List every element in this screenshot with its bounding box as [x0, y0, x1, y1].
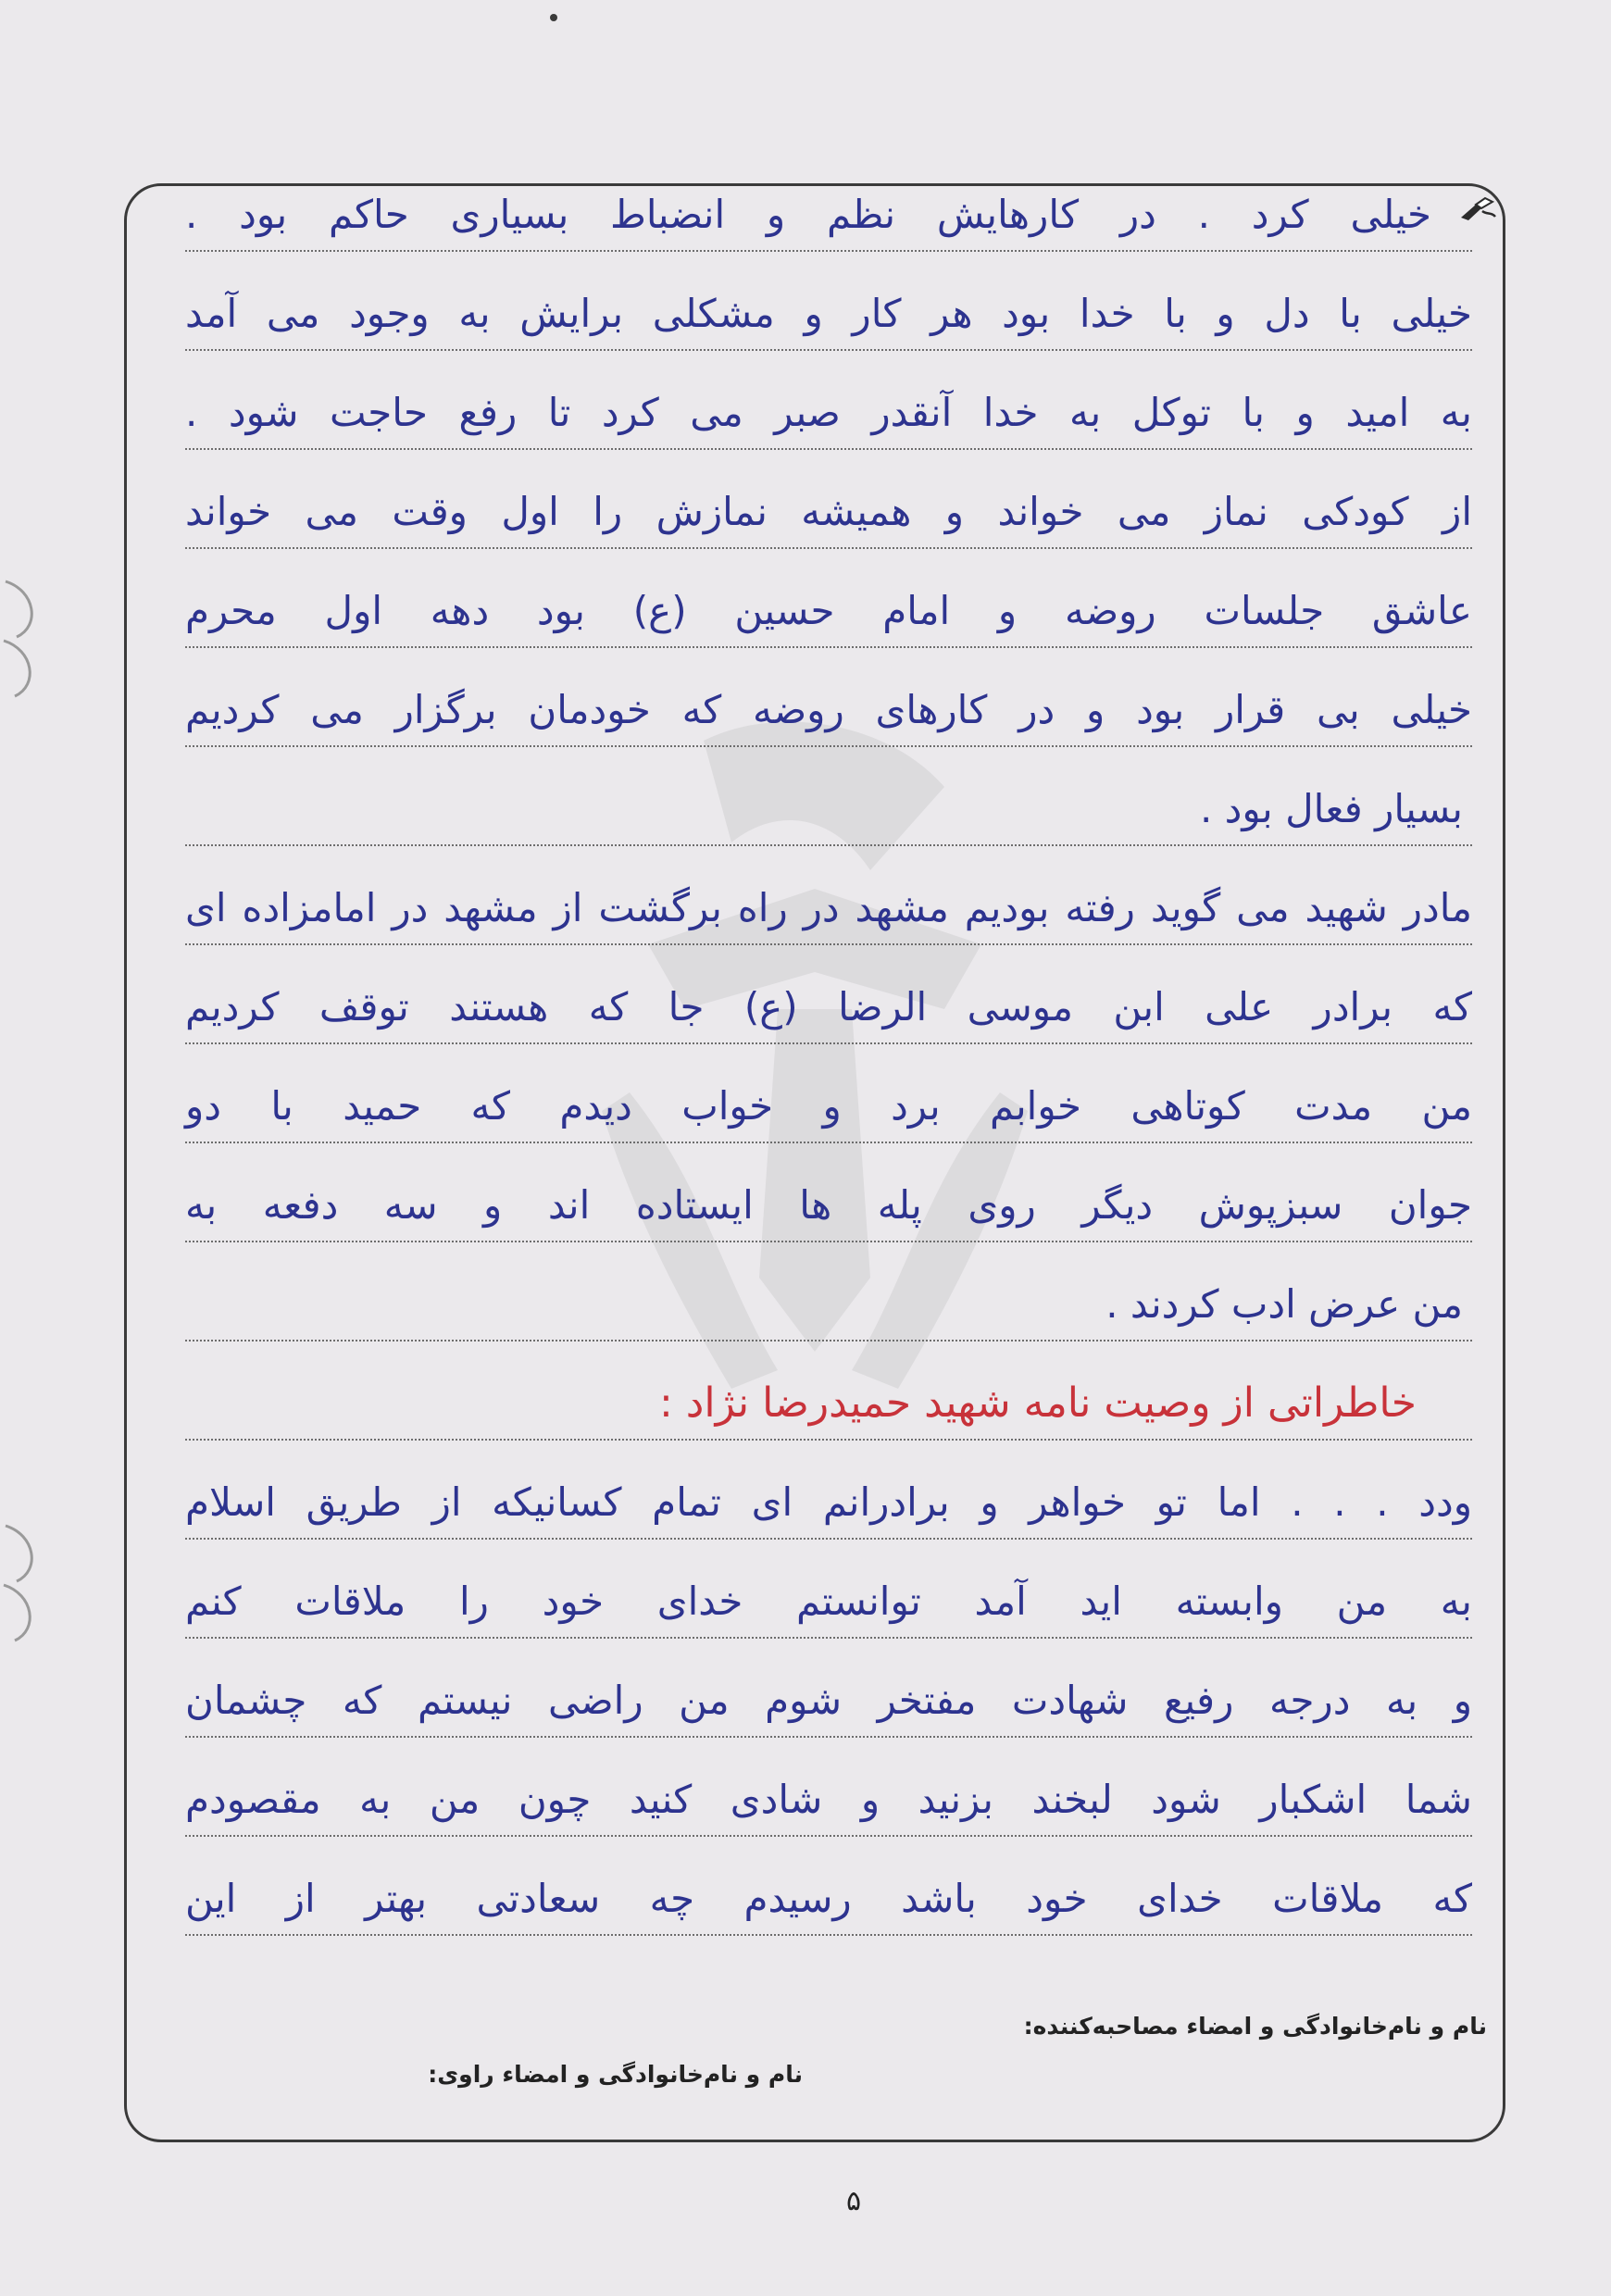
paper-mark [550, 14, 557, 21]
ruled-line [185, 1540, 1472, 1639]
handwritten-text: شما اشکبار شود لبخند بزنید و شادی کنید چون من به مقصودم [185, 1777, 1472, 1822]
ruled-lines [185, 153, 1472, 1936]
handwritten-line [185, 583, 1472, 639]
ruled-line [185, 747, 1472, 846]
handwritten-line [185, 1673, 1472, 1728]
handwritten-text: به من وابسته اید آمد توانستم خدای خود را ملاقات کنم [185, 1578, 1472, 1624]
handwritten-text: که ملاقات خدای خود باشد رسیدم چه سعادتی بهتر از این [185, 1876, 1472, 1921]
handwritten-line [185, 286, 1472, 342]
handwritten-text: من عرض ادب کردند . [1105, 1281, 1463, 1327]
handwritten-text: از کودکی نماز می خواند و همیشه نمازش را اول وقت می خواند [185, 489, 1472, 534]
handwritten-line [185, 1475, 1472, 1530]
ruled-line [185, 549, 1472, 648]
ruled-line [185, 945, 1472, 1044]
handwritten-text: من مدت کوتاهی خوابم برد و خواب دیدم که حمید با دو [185, 1083, 1472, 1129]
ruled-line [185, 1242, 1472, 1341]
handwritten-text: جوان سبزپوش دیگر روی پله ها ایستاده اند و سه دفعه به [185, 1182, 1472, 1228]
handwritten-text: خیلی با دل و با خدا بود هر کار و مشکلی برایش به وجود می آمد [185, 291, 1472, 336]
handwritten-line [185, 880, 1472, 936]
handwritten-line [185, 1574, 1472, 1629]
handwritten-text: خیلی بی قرار بود و در کارهای روضه که خودمان برگزار می کردیم [185, 687, 1472, 732]
handwritten-text: عاشق جلسات روضه و امام حسین (ع) بود دهه اول محرم [185, 588, 1472, 633]
handwritten-line [185, 385, 1472, 441]
handwritten-text: مادر شهید می گوید رفته بودیم مشهد در راه برگشت از مشهد در امامزاده ای [185, 885, 1472, 930]
ruled-line [185, 1143, 1472, 1242]
handwritten-line [185, 484, 1472, 540]
handwritten-text: که برادر علی ابن موسی الرضا (ع) جا که هستند توقف کردیم [185, 984, 1472, 1029]
handwritten-text: خیلی کرد . در کارهایش نظم و انضباط بسیاری حاکم بود . [185, 192, 1431, 237]
handwritten-line [185, 682, 1472, 738]
handwritten-line [185, 980, 1472, 1035]
interviewer-signature-label: نام و نام‌خانوادگی و امضاء مصاحبه‌کننده: [1023, 2013, 1487, 2040]
ruled-line [185, 1738, 1472, 1837]
handwritten-text: ودد . . . اما تو خواهر و برادرانم ای تمام کسانیکه از طریق اسلام [185, 1479, 1472, 1525]
ruled-line [185, 1044, 1472, 1143]
ruled-line [185, 351, 1472, 450]
ruled-line [185, 450, 1472, 549]
handwritten-line [185, 1871, 1472, 1927]
will-heading [185, 1376, 1472, 1431]
ruled-line [185, 153, 1472, 252]
ruled-line [185, 648, 1472, 747]
ruled-line [185, 1639, 1472, 1738]
handwritten-line [185, 1079, 1472, 1134]
handwritten-line [185, 1772, 1472, 1828]
handwritten-text: بسیار فعال بود . [1199, 786, 1463, 831]
handwritten-text: به امید و با توکل به خدا آنقدر صبر می کرد تا رفع حاجت شود . [185, 390, 1472, 435]
page-number: ۵ [845, 2185, 862, 2217]
handwritten-line [185, 187, 1472, 243]
ruled-line [185, 1837, 1472, 1936]
ruled-line [185, 1441, 1472, 1540]
handwritten-line [185, 781, 1472, 837]
binding-staple [0, 574, 56, 704]
ruled-line [185, 252, 1472, 351]
ruled-line [185, 846, 1472, 945]
narrator-signature-label: نام و نام‌خانوادگی و امضاء راوی: [428, 2061, 803, 2088]
handwritten-text: و به درجه رفیع شهادت مفتخر شوم من راضی نیستم که چشمان [185, 1678, 1472, 1723]
binding-staple [0, 1518, 56, 1648]
will-heading-text: خاطراتی از وصیت نامه شهید حمیدرضا نژاد : [658, 1379, 1417, 1427]
ruled-line [185, 1341, 1472, 1441]
handwritten-line [185, 1178, 1472, 1233]
handwritten-line [185, 1277, 1472, 1332]
